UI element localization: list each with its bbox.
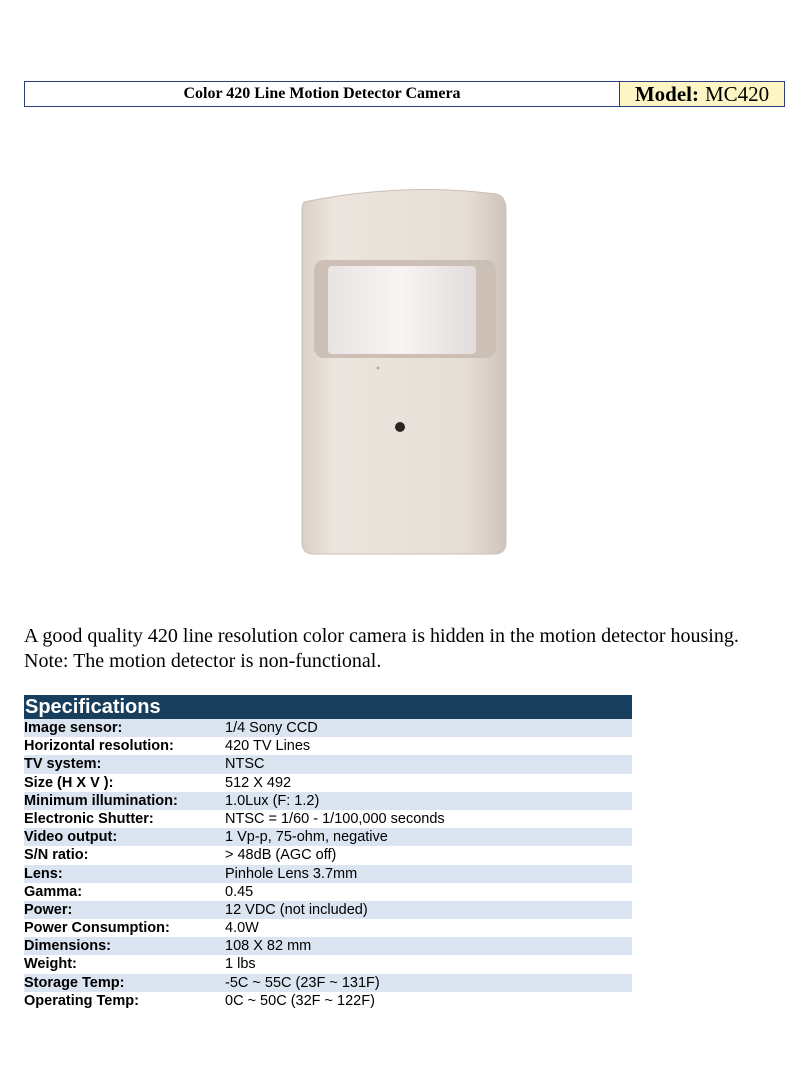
- pinhole-lens: [395, 422, 405, 432]
- spec-value: 12 VDC (not included): [225, 901, 368, 918]
- spec-value: 1 lbs: [225, 956, 256, 973]
- camera-photo: [294, 180, 514, 570]
- spec-row: [24, 755, 632, 773]
- spec-row: [24, 810, 632, 828]
- spec-row: [24, 719, 632, 737]
- model-value: MC420: [704, 81, 770, 106]
- model-label: Model:: [634, 81, 699, 106]
- spec-value: > 48dB (AGC off): [225, 847, 337, 864]
- spec-value: 108 X 82 mm: [225, 938, 312, 955]
- spec-label: Lens:: [24, 865, 63, 882]
- spec-label: Image sensor:: [24, 720, 123, 736]
- spec-label: Video output:: [24, 829, 118, 846]
- description-line-1: A good quality 420 line resolution color camera is hidden in the motion detector housing.: [24, 625, 739, 647]
- spec-label: Minimum illumination:: [24, 792, 178, 809]
- spec-value: 0C ~ 50C (32F ~ 122F): [225, 992, 375, 1009]
- spec-value: 420 TV Lines: [225, 738, 311, 755]
- spec-label: Power:: [24, 901, 73, 918]
- product-title: Color 420 Line Motion Detector Camera: [24, 81, 620, 107]
- description: [24, 624, 794, 674]
- spec-label: Power Consumption:: [24, 920, 170, 937]
- camera-housing: [302, 190, 506, 555]
- specifications-table: [24, 695, 632, 1010]
- spec-value: 1 Vp-p, 75-ohm, negative: [225, 829, 388, 846]
- model-box: [620, 81, 785, 107]
- spec-row: [24, 955, 632, 973]
- spec-label: Operating Temp:: [24, 992, 139, 1009]
- spec-rows: [24, 719, 632, 1010]
- spec-value: NTSC: [225, 756, 265, 773]
- spec-row: [24, 828, 632, 846]
- spec-label: Horizontal resolution:: [24, 738, 174, 755]
- spec-value: 512 X 492: [225, 774, 292, 791]
- spec-row: [24, 937, 632, 955]
- title-bar: [24, 81, 785, 107]
- spec-row: [24, 865, 632, 883]
- spec-label: Electronic Shutter:: [24, 810, 154, 827]
- spec-label: Weight:: [24, 956, 77, 973]
- spec-row: [24, 774, 632, 792]
- description-line-2: Note: The motion detector is non-functional.: [24, 650, 382, 672]
- spec-value: 1.0Lux (F: 1.2): [225, 792, 320, 809]
- spec-label: TV system:: [24, 756, 102, 773]
- spec-row: [24, 974, 632, 992]
- spec-value: 4.0W: [225, 920, 259, 937]
- spec-value: NTSC = 1/60 - 1/100,000 seconds: [225, 810, 445, 827]
- spec-value: -5C ~ 55C (23F ~ 131F): [225, 974, 380, 991]
- spec-row: [24, 792, 632, 810]
- spec-label: Dimensions:: [24, 938, 112, 955]
- spec-value: Pinhole Lens 3.7mm: [225, 865, 358, 882]
- spec-label: S/N ratio:: [24, 847, 89, 864]
- spec-row: [24, 883, 632, 901]
- specifications-heading: Specifications: [24, 695, 632, 719]
- spec-label: Storage Temp:: [24, 974, 125, 991]
- spec-row: [24, 992, 632, 1010]
- spec-value: 0.45: [225, 883, 254, 900]
- spec-row: [24, 846, 632, 864]
- spec-label: Size (H X V ):: [24, 774, 114, 791]
- spec-row: [24, 737, 632, 755]
- spec-value: 1/4 Sony CCD: [225, 720, 318, 736]
- spec-row: [24, 919, 632, 937]
- spec-row: [24, 901, 632, 919]
- spec-label: Gamma:: [24, 883, 83, 900]
